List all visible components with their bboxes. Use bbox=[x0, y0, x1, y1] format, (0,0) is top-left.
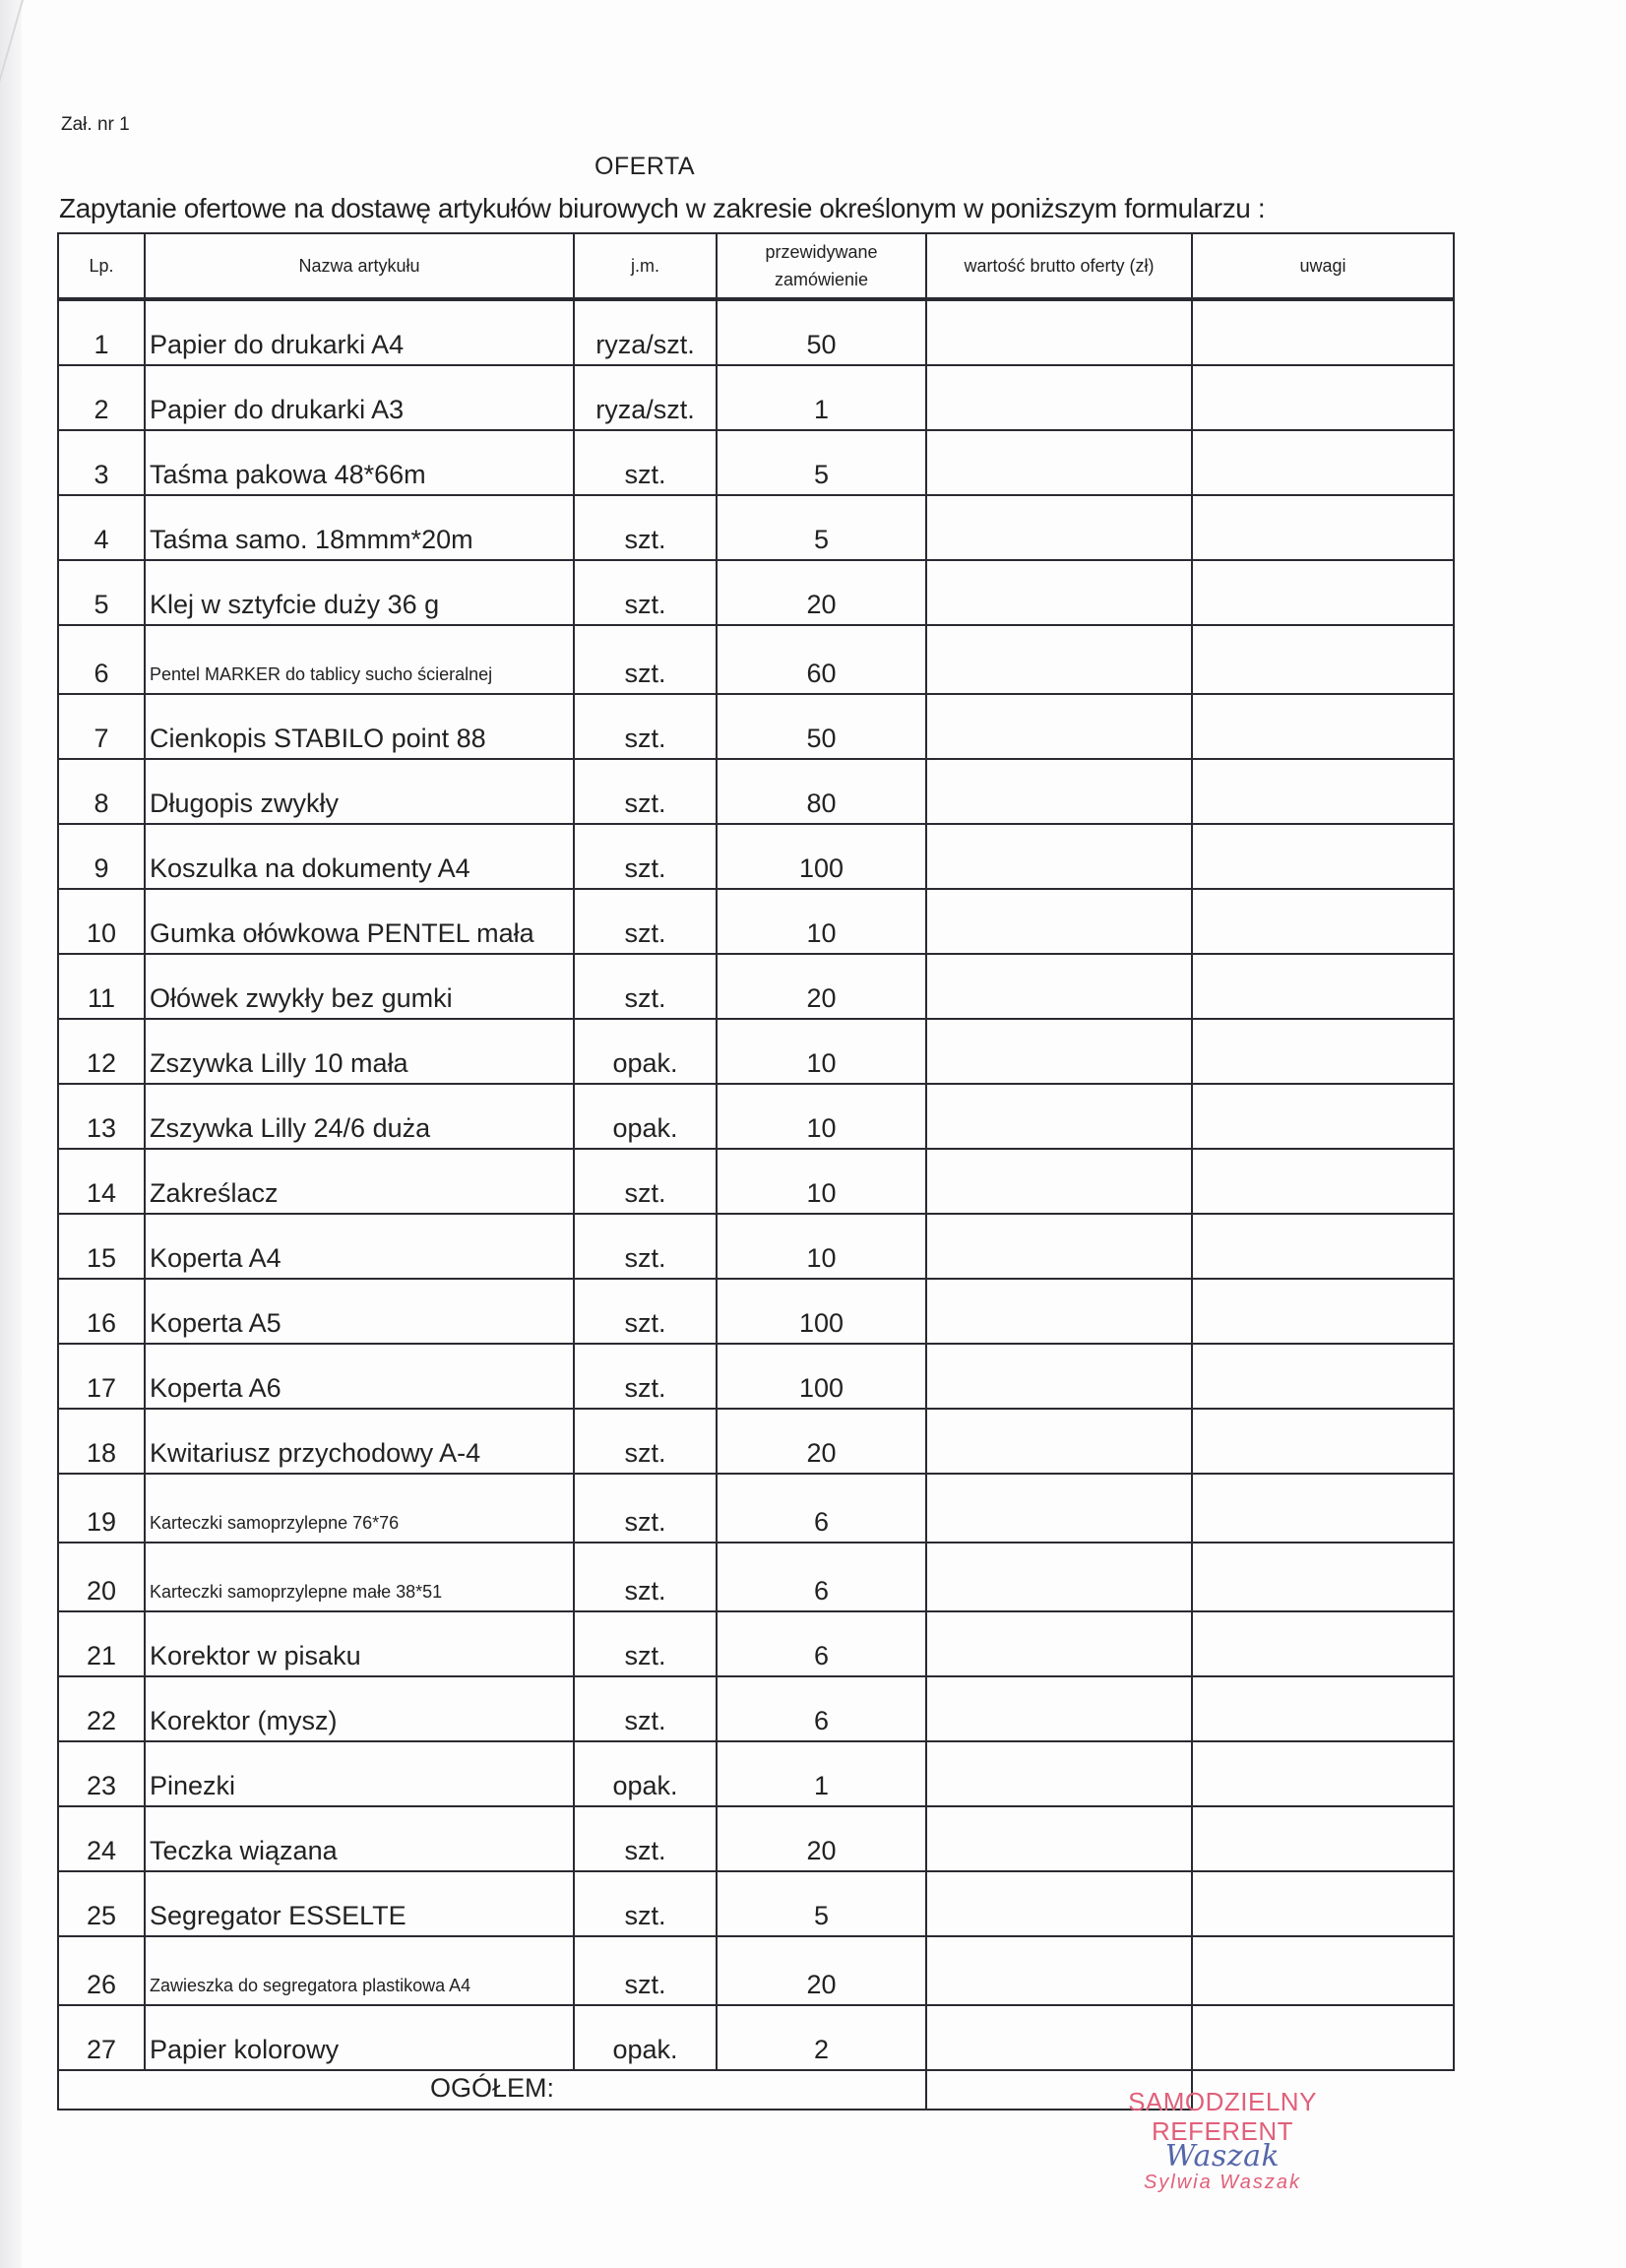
row-notes-input[interactable] bbox=[1192, 1806, 1454, 1871]
row-qty: 10 bbox=[717, 889, 926, 954]
row-name: Klej w sztyfcie duży 36 g bbox=[145, 560, 574, 625]
row-qty: 1 bbox=[717, 365, 926, 430]
row-unit: szt. bbox=[574, 954, 717, 1019]
row-lp: 25 bbox=[58, 1871, 145, 1936]
table-row bbox=[58, 1474, 1454, 1543]
row-notes-input[interactable] bbox=[1192, 430, 1454, 495]
row-lp: 6 bbox=[58, 625, 145, 694]
table-row bbox=[58, 694, 1454, 759]
row-value-input[interactable] bbox=[926, 824, 1192, 889]
row-lp: 16 bbox=[58, 1279, 145, 1344]
row-value-input[interactable] bbox=[926, 495, 1192, 560]
table-row bbox=[58, 495, 1454, 560]
table-row bbox=[58, 1611, 1454, 1676]
col-lp: Lp. bbox=[58, 233, 145, 299]
row-value-input[interactable] bbox=[926, 1806, 1192, 1871]
col-qty-label: przewidywane zamówienie bbox=[765, 242, 878, 289]
row-unit: opak. bbox=[574, 1084, 717, 1149]
table-row bbox=[58, 560, 1454, 625]
row-name: Zakreślacz bbox=[145, 1149, 574, 1214]
table-row bbox=[58, 2005, 1454, 2070]
row-name: Długopis zwykły bbox=[145, 759, 574, 824]
row-lp: 8 bbox=[58, 759, 145, 824]
row-value-input[interactable] bbox=[926, 889, 1192, 954]
row-qty: 1 bbox=[717, 1741, 926, 1806]
row-lp: 11 bbox=[58, 954, 145, 1019]
row-value-input[interactable] bbox=[926, 430, 1192, 495]
row-name: Pentel MARKER do tablicy sucho ścieralnej bbox=[145, 625, 574, 694]
row-unit: szt. bbox=[574, 625, 717, 694]
total-label: OGÓŁEM: bbox=[58, 2070, 926, 2110]
row-value-input[interactable] bbox=[926, 1741, 1192, 1806]
row-qty: 10 bbox=[717, 1084, 926, 1149]
table-row bbox=[58, 430, 1454, 495]
row-unit: ryza/szt. bbox=[574, 299, 717, 365]
row-value-input[interactable] bbox=[926, 1214, 1192, 1279]
row-lp: 5 bbox=[58, 560, 145, 625]
row-value-input[interactable] bbox=[926, 1543, 1192, 1611]
row-notes-input[interactable] bbox=[1192, 560, 1454, 625]
table-row bbox=[58, 1871, 1454, 1936]
table-row bbox=[58, 954, 1454, 1019]
table-row bbox=[58, 1214, 1454, 1279]
row-notes-input[interactable] bbox=[1192, 1019, 1454, 1084]
row-name: Papier do drukarki A4 bbox=[145, 299, 574, 365]
row-lp: 26 bbox=[58, 1936, 145, 2005]
row-notes-input[interactable] bbox=[1192, 495, 1454, 560]
document-subtitle: Zapytanie ofertowe na dostawę artykułów biurowych w zakresie określonym w poniższym formularzu : bbox=[59, 193, 1266, 223]
row-unit: opak. bbox=[574, 1019, 717, 1084]
row-unit: szt. bbox=[574, 560, 717, 625]
row-notes-input[interactable] bbox=[1192, 2005, 1454, 2070]
table-row bbox=[58, 1409, 1454, 1474]
col-unit: j.m. bbox=[574, 233, 717, 299]
table-row bbox=[58, 1279, 1454, 1344]
row-qty: 80 bbox=[717, 759, 926, 824]
stamp-line-1: SAMODZIELNY bbox=[1128, 2087, 1317, 2116]
row-notes-input[interactable] bbox=[1192, 694, 1454, 759]
offer-table bbox=[57, 232, 1455, 2110]
table-row bbox=[58, 1806, 1454, 1871]
row-unit: szt. bbox=[574, 889, 717, 954]
handwritten-signature: Waszak bbox=[1164, 2139, 1281, 2174]
col-name: Nazwa artykułu bbox=[145, 233, 574, 299]
row-notes-input[interactable] bbox=[1192, 299, 1454, 365]
row-unit: szt. bbox=[574, 1936, 717, 2005]
row-lp: 1 bbox=[58, 299, 145, 365]
row-unit: szt. bbox=[574, 1871, 717, 1936]
row-name: Karteczki samoprzylepne 76*76 bbox=[145, 1474, 574, 1543]
table-row bbox=[58, 1019, 1454, 1084]
row-unit: szt. bbox=[574, 1806, 717, 1871]
table-row bbox=[58, 889, 1454, 954]
row-unit: szt. bbox=[574, 495, 717, 560]
row-notes-input[interactable] bbox=[1192, 1279, 1454, 1344]
table-row bbox=[58, 1149, 1454, 1214]
row-lp: 3 bbox=[58, 430, 145, 495]
row-unit: szt. bbox=[574, 1149, 717, 1214]
row-qty: 5 bbox=[717, 495, 926, 560]
row-lp: 13 bbox=[58, 1084, 145, 1149]
row-unit: szt. bbox=[574, 1409, 717, 1474]
row-notes-input[interactable] bbox=[1192, 625, 1454, 694]
attachment-number: Zał. nr 1 bbox=[61, 114, 130, 135]
row-lp: 12 bbox=[58, 1019, 145, 1084]
table-row bbox=[58, 1936, 1454, 2005]
row-value-input[interactable] bbox=[926, 299, 1192, 365]
row-unit: szt. bbox=[574, 694, 717, 759]
row-notes-input[interactable] bbox=[1192, 1344, 1454, 1409]
row-notes-input[interactable] bbox=[1192, 1084, 1454, 1149]
row-lp: 10 bbox=[58, 889, 145, 954]
scan-edge bbox=[0, 0, 22, 2268]
row-name: Teczka wiązana bbox=[145, 1806, 574, 1871]
table-row bbox=[58, 1676, 1454, 1741]
row-name: Papier do drukarki A3 bbox=[145, 365, 574, 430]
row-unit: szt. bbox=[574, 430, 717, 495]
row-name: Ołówek zwykły bez gumki bbox=[145, 954, 574, 1019]
row-name: Karteczki samoprzylepne małe 38*51 bbox=[145, 1543, 574, 1611]
row-lp: 17 bbox=[58, 1344, 145, 1409]
row-lp: 18 bbox=[58, 1409, 145, 1474]
row-value-input[interactable] bbox=[926, 1084, 1192, 1149]
table-row bbox=[58, 1084, 1454, 1149]
row-value-input[interactable] bbox=[926, 694, 1192, 759]
row-qty: 20 bbox=[717, 1806, 926, 1871]
document-title: OFERTA bbox=[594, 153, 696, 180]
row-lp: 9 bbox=[58, 824, 145, 889]
row-name: Zawieszka do segregatora plastikowa A4 bbox=[145, 1936, 574, 2005]
row-name: Papier kolorowy bbox=[145, 2005, 574, 2070]
row-value-input[interactable] bbox=[926, 1474, 1192, 1543]
row-value-input[interactable] bbox=[926, 1149, 1192, 1214]
row-notes-input[interactable] bbox=[1192, 1474, 1454, 1543]
row-name: Korektor w pisaku bbox=[145, 1611, 574, 1676]
col-qty bbox=[717, 233, 926, 299]
row-unit: opak. bbox=[574, 2005, 717, 2070]
table-row bbox=[58, 759, 1454, 824]
row-lp: 22 bbox=[58, 1676, 145, 1741]
col-notes: uwagi bbox=[1192, 233, 1454, 299]
row-notes-input[interactable] bbox=[1192, 1676, 1454, 1741]
row-unit: szt. bbox=[574, 1611, 717, 1676]
row-value-input[interactable] bbox=[926, 1676, 1192, 1741]
row-qty: 100 bbox=[717, 1344, 926, 1409]
row-name: Gumka ołówkowa PENTEL mała bbox=[145, 889, 574, 954]
row-unit: szt. bbox=[574, 1474, 717, 1543]
row-qty: 20 bbox=[717, 954, 926, 1019]
table-row bbox=[58, 824, 1454, 889]
row-unit: szt. bbox=[574, 1676, 717, 1741]
row-unit: szt. bbox=[574, 824, 717, 889]
row-value-input[interactable] bbox=[926, 954, 1192, 1019]
row-notes-input[interactable] bbox=[1192, 759, 1454, 824]
row-name: Cienkopis STABILO point 88 bbox=[145, 694, 574, 759]
table-row bbox=[58, 1543, 1454, 1611]
row-lp: 4 bbox=[58, 495, 145, 560]
row-lp: 24 bbox=[58, 1806, 145, 1871]
row-qty: 60 bbox=[717, 625, 926, 694]
row-notes-input[interactable] bbox=[1192, 954, 1454, 1019]
row-qty: 50 bbox=[717, 694, 926, 759]
table-header-row bbox=[58, 233, 1454, 299]
row-value-input[interactable] bbox=[926, 560, 1192, 625]
row-value-input[interactable] bbox=[926, 2005, 1192, 2070]
row-qty: 100 bbox=[717, 1279, 926, 1344]
row-notes-input[interactable] bbox=[1192, 1149, 1454, 1214]
row-value-input[interactable] bbox=[926, 1871, 1192, 1936]
row-notes-input[interactable] bbox=[1192, 1409, 1454, 1474]
row-name: Zszywka Lilly 24/6 duża bbox=[145, 1084, 574, 1149]
row-name: Kwitariusz przychodowy A-4 bbox=[145, 1409, 574, 1474]
row-unit: opak. bbox=[574, 1741, 717, 1806]
row-lp: 2 bbox=[58, 365, 145, 430]
stamp-line-2: REFERENT bbox=[1151, 2116, 1294, 2146]
row-notes-input[interactable] bbox=[1192, 889, 1454, 954]
table-row bbox=[58, 625, 1454, 694]
row-name: Koperta A5 bbox=[145, 1279, 574, 1344]
table-row bbox=[58, 299, 1454, 365]
row-name: Segregator ESSELTE bbox=[145, 1871, 574, 1936]
row-notes-input[interactable] bbox=[1192, 1214, 1454, 1279]
row-value-input[interactable] bbox=[926, 1611, 1192, 1676]
row-unit: szt. bbox=[574, 1279, 717, 1344]
row-name: Taśma samo. 18mmm*20m bbox=[145, 495, 574, 560]
row-unit: szt. bbox=[574, 1214, 717, 1279]
row-notes-input[interactable] bbox=[1192, 1936, 1454, 2005]
row-lp: 7 bbox=[58, 694, 145, 759]
row-qty: 5 bbox=[717, 1871, 926, 1936]
row-name: Zszywka Lilly 10 mała bbox=[145, 1019, 574, 1084]
row-lp: 19 bbox=[58, 1474, 145, 1543]
row-value-input[interactable] bbox=[926, 1344, 1192, 1409]
row-name: Koszulka na dokumenty A4 bbox=[145, 824, 574, 889]
row-qty: 10 bbox=[717, 1214, 926, 1279]
row-name: Pinezki bbox=[145, 1741, 574, 1806]
row-lp: 21 bbox=[58, 1611, 145, 1676]
row-notes-input[interactable] bbox=[1192, 824, 1454, 889]
row-value-input[interactable] bbox=[926, 1279, 1192, 1344]
row-name: Koperta A4 bbox=[145, 1214, 574, 1279]
row-value-input[interactable] bbox=[926, 625, 1192, 694]
row-qty: 10 bbox=[717, 1019, 926, 1084]
row-qty: 20 bbox=[717, 1409, 926, 1474]
row-notes-input[interactable] bbox=[1192, 1871, 1454, 1936]
table-row bbox=[58, 1741, 1454, 1806]
row-unit: ryza/szt. bbox=[574, 365, 717, 430]
row-lp: 23 bbox=[58, 1741, 145, 1806]
row-lp: 14 bbox=[58, 1149, 145, 1214]
row-unit: szt. bbox=[574, 1543, 717, 1611]
row-notes-input[interactable] bbox=[1192, 1543, 1454, 1611]
row-lp: 20 bbox=[58, 1543, 145, 1611]
row-qty: 20 bbox=[717, 560, 926, 625]
row-qty: 2 bbox=[717, 2005, 926, 2070]
row-unit: szt. bbox=[574, 759, 717, 824]
row-qty: 6 bbox=[717, 1611, 926, 1676]
official-stamp bbox=[1124, 2087, 1321, 2193]
row-qty: 20 bbox=[717, 1936, 926, 2005]
col-value: wartość brutto oferty (zł) bbox=[926, 233, 1192, 299]
row-notes-input[interactable] bbox=[1192, 1741, 1454, 1806]
row-qty: 6 bbox=[717, 1676, 926, 1741]
table-row bbox=[58, 365, 1454, 430]
row-value-input[interactable] bbox=[926, 1936, 1192, 2005]
row-notes-input[interactable] bbox=[1192, 1611, 1454, 1676]
stamp-name: Sylwia Waszak bbox=[1143, 2172, 1302, 2193]
row-value-input[interactable] bbox=[926, 1409, 1192, 1474]
row-qty: 5 bbox=[717, 430, 926, 495]
row-unit: szt. bbox=[574, 1344, 717, 1409]
table-row bbox=[58, 1344, 1454, 1409]
row-name: Taśma pakowa 48*66m bbox=[145, 430, 574, 495]
row-qty: 10 bbox=[717, 1149, 926, 1214]
row-qty: 50 bbox=[717, 299, 926, 365]
row-qty: 100 bbox=[717, 824, 926, 889]
row-qty: 6 bbox=[717, 1474, 926, 1543]
row-notes-input[interactable] bbox=[1192, 365, 1454, 430]
row-lp: 27 bbox=[58, 2005, 145, 2070]
row-name: Koperta A6 bbox=[145, 1344, 574, 1409]
row-name: Korektor (mysz) bbox=[145, 1676, 574, 1741]
row-value-input[interactable] bbox=[926, 365, 1192, 430]
row-value-input[interactable] bbox=[926, 759, 1192, 824]
row-qty: 6 bbox=[717, 1543, 926, 1611]
row-value-input[interactable] bbox=[926, 1019, 1192, 1084]
row-lp: 15 bbox=[58, 1214, 145, 1279]
